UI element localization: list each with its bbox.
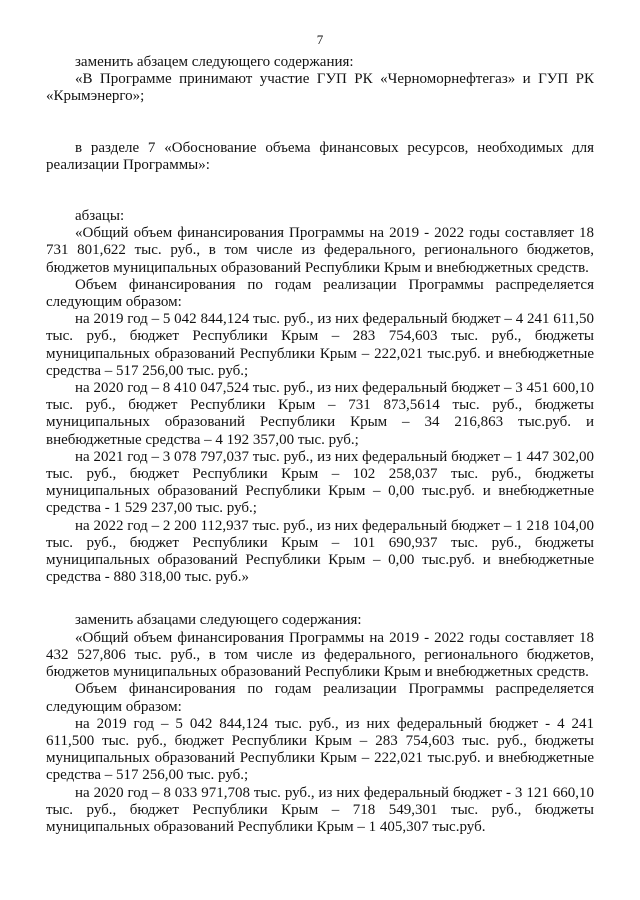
- paragraph-4: абзацы:: [75, 208, 125, 225]
- spacer: [46, 174, 594, 208]
- spacer: [46, 586, 594, 612]
- paragraph-8: на 2020 год – 8 410 047,524 тыс. руб., из них федеральный бюджет – 3 451 600,10 тыс. руб., бюджет Республики Крым – 731 873,5614 тыс. руб., бюджеты муниципальных образований Республики Крым – 34 216,863 тыс.руб. и внебюджетные средства – 4 192 357,00 тыс. руб.;: [46, 380, 594, 448]
- page-number: 7: [316, 32, 324, 47]
- paragraph-9: на 2021 год – 3 078 797,037 тыс. руб., из них федеральный бюджет – 1 447 302,00 тыс. руб., бюджет Республики Крым – 102 258,037 тыс. руб., бюджеты муниципальных образований Республики Крым – 0,00 тыс.руб. и внебюджетные средства - 1 529 237,00 тыс. руб.;: [46, 448, 594, 517]
- paragraph-2: «В Программе принимают участие ГУП РК «Черноморнефтегаз» и ГУП РК «Крымэнерго»;: [46, 71, 594, 105]
- paragraph-15: на 2020 год – 8 033 971,708 тыс. руб., из них федеральный бюджет - 3 121 660,10 тыс. руб., бюджет Республики Крым – 718 549,301 тыс. руб., бюджеты муниципальных образований Республики Крым – 1 405,307 тыс.руб.: [46, 784, 594, 835]
- spacer: [46, 106, 594, 140]
- paragraph-12: «Общий объем финансирования Программы на 2019 - 2022 годы составляет 18 432 527,806 тыс. руб., в том числе из федерального, регионального бюджетов, бюджетов муниципальных образований Республики Крым и внебюджетных средств.: [46, 629, 594, 681]
- paragraph-10: на 2022 год – 2 200 112,937 тыс. руб., из них федеральный бюджет – 1 218 104,00 тыс. руб., бюджет Республики Крым – 101 690,937 тыс. руб., бюджеты муниципальных образований Республики Крым – 0,00 тыс.руб. и внебюджетные средства - 880 318,00 тыс. руб.»: [46, 517, 594, 586]
- paragraph-3: в разделе 7 «Обоснование объема финансовых ресурсов, необходимых для реализации Программы»:: [46, 139, 594, 173]
- paragraph-1: заменить абзацем следующего содержания:: [75, 54, 354, 70]
- paragraph-6: Объем финансирования по годам реализации Программы распределяется следующим образом:: [46, 276, 594, 311]
- paragraph-7: на 2019 год – 5 042 844,124 тыс. руб., из них федеральный бюджет – 4 241 611,50 тыс. руб., бюджет Республики Крым – 283 754,603 тыс. руб., бюджеты муниципальных образований Республики Крым – 222,021 тыс.руб. и внебюджетные средства – 517 256,00 тыс. руб.;: [46, 311, 594, 379]
- paragraph-13: Объем финансирования по годам реализации Программы распределяется следующим образом:: [46, 681, 594, 715]
- document-body: [46, 54, 594, 836]
- paragraph-14: на 2019 год – 5 042 844,124 тыс. руб., из них федеральный бюджет - 4 241 611,500 тыс. руб., бюджет Республики Крым – 283 754,603 тыс. руб., бюджеты муниципальных образований Республики Крым – 222,021 тыс.руб. и внебюджетные средства – 517 256,00 тыс. руб.;: [46, 715, 594, 784]
- paragraph-5: «Общий объем финансирования Программы на 2019 - 2022 годы составляет 18 731 801,622 тыс. руб., в том числе из федерального, регионального бюджетов, бюджетов муниципальных образований Республики Крым и внебюджетных средств.: [46, 225, 594, 276]
- paragraph-11: заменить абзацами следующего содержания:: [75, 612, 362, 629]
